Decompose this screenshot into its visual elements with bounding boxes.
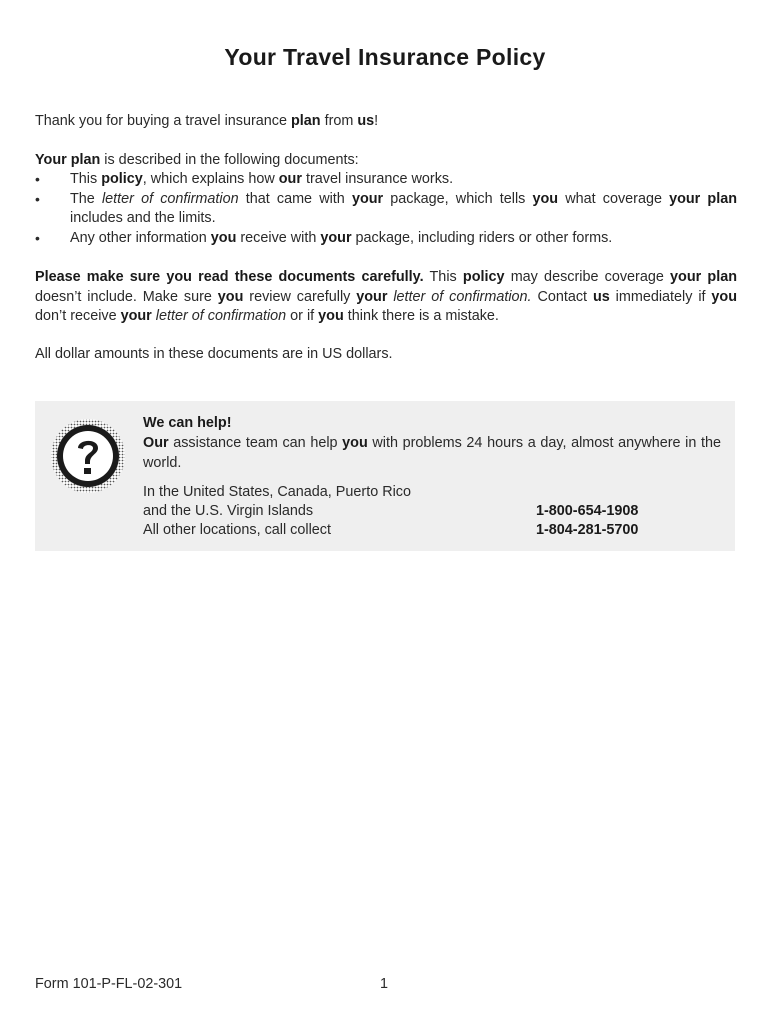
bold-term: plan bbox=[290, 113, 321, 129]
form-number: Form 101-P-FL-02-301 bbox=[35, 976, 183, 992]
read-carefully-paragraph bbox=[35, 268, 737, 327]
list-item bbox=[35, 170, 737, 190]
currency-note: All dollar amounts in these documents are in US dollars. bbox=[35, 346, 393, 362]
text-run: Any other information bbox=[70, 229, 211, 246]
text-run: with problems 24 hours a day, almost anywhere in the world. bbox=[143, 435, 721, 471]
text-run: review carefully bbox=[243, 288, 357, 305]
list-item bbox=[35, 190, 737, 229]
phone-row-other bbox=[143, 521, 721, 541]
text-run: or if bbox=[286, 308, 319, 325]
text-run: doesn’t include. Make sure bbox=[35, 288, 218, 305]
bold-term: your plan bbox=[670, 269, 737, 285]
bold-term: your bbox=[120, 308, 152, 325]
bold-term: you bbox=[532, 190, 559, 207]
text-run: Thank you for buying a travel insurance bbox=[35, 113, 291, 129]
help-title: We can help! bbox=[143, 415, 232, 431]
us-phone-number[interactable]: 1-800-654-1908 bbox=[536, 503, 639, 519]
text-run: ! bbox=[374, 113, 379, 129]
bold-term: your bbox=[356, 288, 388, 305]
bold-term: you bbox=[210, 229, 237, 246]
bold-term: us bbox=[592, 288, 610, 305]
page-number: 1 bbox=[380, 976, 389, 992]
text-run: what coverage bbox=[558, 190, 670, 207]
documents-intro bbox=[35, 151, 737, 171]
text-run: think there is a mistake. bbox=[343, 308, 499, 325]
text-run: may describe coverage bbox=[504, 269, 671, 285]
phone-row-us-label bbox=[143, 483, 721, 503]
bold-term: your plan bbox=[669, 190, 737, 207]
text-run: travel insurance works. bbox=[301, 171, 454, 187]
location-label: In the United States, Canada, Puerto Rico bbox=[143, 484, 411, 500]
bold-term: Our bbox=[143, 435, 169, 451]
bold-term: your bbox=[320, 229, 352, 246]
location-label: and the U.S. Virgin Islands bbox=[143, 503, 314, 519]
text-run: is described in the following documents: bbox=[100, 152, 359, 168]
italic-term: letter of confirmation. bbox=[393, 288, 532, 305]
text-run: Contact bbox=[531, 288, 593, 305]
text-run: This bbox=[70, 171, 102, 187]
phone-row-us bbox=[143, 502, 721, 522]
text-run: receive with bbox=[236, 229, 321, 246]
text-run: that came with bbox=[238, 190, 352, 207]
bold-term: you bbox=[318, 308, 344, 325]
bold-term: our bbox=[278, 171, 302, 187]
bold-term: policy bbox=[101, 171, 143, 187]
text-run: , which explains how bbox=[142, 171, 279, 187]
text-run: includes and the limits. bbox=[70, 210, 216, 227]
page-title: Your Travel Insurance Policy bbox=[224, 44, 546, 70]
list-item bbox=[35, 229, 737, 249]
text-run: don’t receive bbox=[35, 308, 121, 325]
location-label: All other locations, call collect bbox=[143, 522, 331, 538]
bold-term: Your plan bbox=[35, 152, 101, 168]
bold-term: you bbox=[342, 435, 368, 451]
text-run: package, which tells bbox=[383, 190, 533, 207]
assistance-box bbox=[35, 401, 735, 551]
text-run: immediately if bbox=[609, 288, 712, 305]
italic-term: letter of confirmation bbox=[155, 308, 287, 325]
italic-term: letter of confirmation bbox=[101, 190, 239, 207]
text-run: from bbox=[320, 113, 358, 129]
text-run: assistance team can help bbox=[168, 435, 343, 451]
thanks-paragraph bbox=[35, 112, 737, 132]
bold-term: policy bbox=[462, 269, 505, 285]
bold-term: you bbox=[217, 288, 244, 305]
help-description bbox=[143, 434, 721, 473]
text-run: package, including riders or other forms. bbox=[351, 229, 613, 246]
bold-term: your bbox=[351, 190, 384, 207]
question-mark-icon bbox=[49, 417, 127, 495]
bold-term: Please make sure you read these documents carefully. bbox=[35, 269, 424, 285]
text-run: This bbox=[423, 269, 463, 285]
documents-list bbox=[35, 170, 737, 248]
collect-phone-number[interactable]: 1-804-281-5700 bbox=[536, 522, 639, 538]
bold-term: you bbox=[711, 288, 738, 305]
text-run: The bbox=[70, 190, 102, 207]
bold-term: us bbox=[357, 113, 375, 129]
